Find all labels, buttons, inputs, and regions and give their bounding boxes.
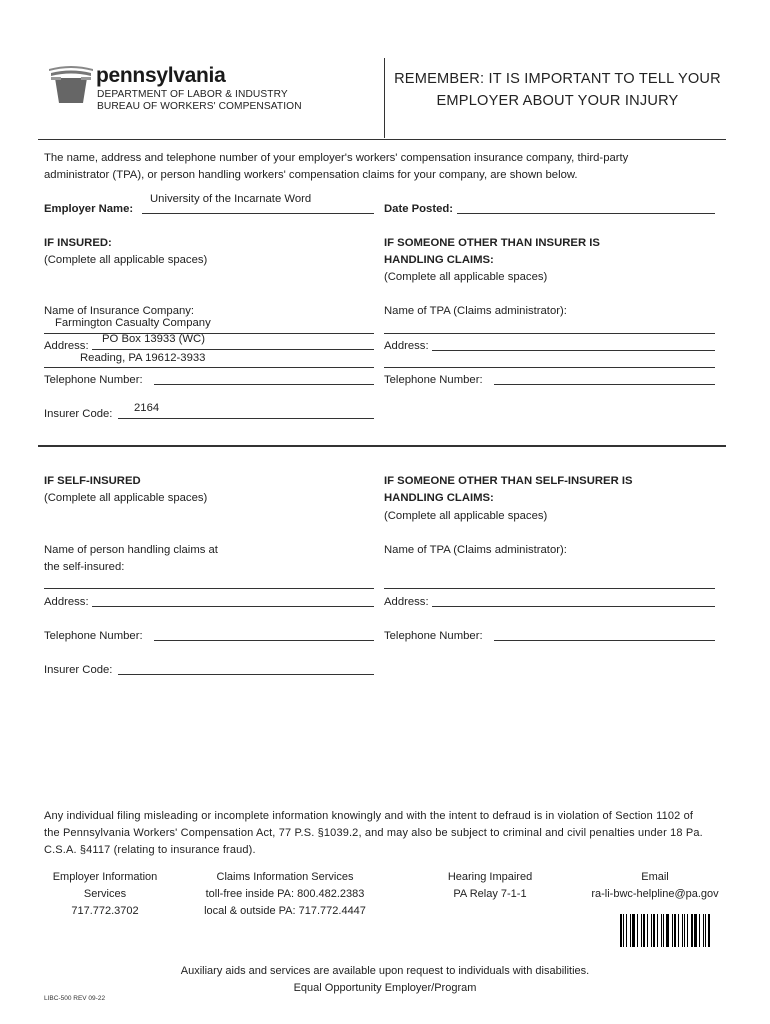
other-insurer-title-line-2: HANDLING CLAIMS: — [384, 254, 494, 266]
email-label: Email — [641, 871, 669, 883]
insured-address-line-2-rule — [44, 367, 374, 368]
other-insurer-title-line-1: IF SOMEONE OTHER THAN INSURER IS — [384, 237, 600, 249]
other-self-insurer-tpa-label: Name of TPA (Claims administrator): — [384, 544, 567, 556]
barcode-bar — [623, 914, 624, 947]
barcode-bar — [705, 914, 706, 947]
insured-title: IF INSURED: — [44, 237, 112, 249]
barcode-bar — [651, 914, 652, 947]
insurance-company-value[interactable]: Farmington Casualty Company — [55, 317, 211, 329]
employer-name-line — [142, 213, 374, 214]
insurance-company-line — [44, 333, 374, 334]
barcode-bar — [699, 914, 700, 947]
barcode-bar — [637, 914, 638, 947]
other-insurer-address-line — [432, 350, 715, 351]
barcode-bar — [641, 914, 642, 947]
barcode-bar — [626, 914, 627, 947]
barcode-bar — [647, 914, 648, 947]
logo-wordmark: pennsylvania — [96, 64, 226, 87]
fraud-notice — [44, 808, 734, 859]
fraud-notice-line-2: the Pennsylvania Workers' Compensation Act, 77 P.S. §1039.2, and may also be subject to criminal and civil penalties under 18 Pa. — [44, 827, 703, 839]
other-self-insurer-address-line — [432, 606, 715, 607]
other-self-insurer-subtitle: (Complete all applicable spaces) — [384, 510, 548, 522]
section-divider — [38, 445, 726, 447]
claims-info-contact — [190, 869, 380, 920]
barcode-bar — [684, 914, 685, 947]
employer-info-phone: 717.772.3702 — [71, 905, 139, 917]
insured-address-line-2[interactable]: Reading, PA 19612-3933 — [80, 352, 206, 364]
self-insured-person-label-2: the self-insured: — [44, 561, 125, 573]
self-insured-person-label — [44, 542, 218, 576]
other-insurer-phone-label: Telephone Number: — [384, 374, 483, 386]
barcode-bar — [657, 914, 658, 947]
hearing-impaired-contact — [425, 869, 555, 903]
barcode-bar — [666, 914, 669, 947]
date-posted-label: Date Posted: — [384, 203, 454, 215]
reminder-heading — [390, 68, 725, 112]
intro-line-2: administrator (TPA), or person handling workers' compensation claims for your company, are shown below. — [44, 169, 578, 181]
self-insured-insurer-code-line — [118, 674, 374, 675]
self-insured-title: IF SELF-INSURED — [44, 475, 141, 487]
claims-info-tollfree: toll-free inside PA: 800.482.2383 — [205, 888, 365, 900]
other-insurer-address-line-2 — [384, 367, 715, 368]
insured-phone-line — [154, 384, 374, 385]
self-insured-address-line — [92, 606, 374, 607]
hearing-impaired-relay: PA Relay 7-1-1 — [453, 888, 527, 900]
barcode-bar — [653, 914, 655, 947]
other-self-insurer-tpa-line — [384, 588, 715, 589]
employer-info-contact — [40, 869, 170, 920]
barcode-bar — [708, 914, 710, 947]
other-insurer-address-label: Address: — [384, 340, 429, 352]
self-insured-phone-line — [154, 640, 374, 641]
other-insurer-phone-line — [494, 384, 715, 385]
employer-name-label: Employer Name: — [44, 203, 134, 215]
auxiliary-notice — [0, 963, 770, 997]
insured-phone-label: Telephone Number: — [44, 374, 143, 386]
insured-subtitle: (Complete all applicable spaces) — [44, 254, 208, 266]
barcode-bar — [620, 914, 622, 947]
self-insured-address-label: Address: — [44, 596, 89, 608]
barcode-bar — [691, 914, 693, 947]
self-insured-person-line — [44, 588, 374, 589]
date-posted-line — [457, 213, 715, 214]
insurer-code-value[interactable]: 2164 — [134, 402, 160, 414]
reminder-line-2: EMPLOYER ABOUT YOUR INJURY — [436, 93, 679, 109]
barcode-bar — [682, 914, 683, 947]
insured-address-line-1[interactable]: PO Box 13933 (WC) — [102, 333, 205, 345]
auxiliary-line-1: Auxiliary aids and services are available upon request to individuals with disabilities. — [180, 965, 590, 977]
other-insurer-tpa-line — [384, 333, 715, 334]
insurance-company-label: Name of Insurance Company: — [44, 305, 195, 317]
insured-address-label: Address: — [44, 340, 89, 352]
claims-info-local: local & outside PA: 717.772.4447 — [204, 905, 366, 917]
barcode-bar — [643, 914, 645, 947]
insured-address-line — [92, 349, 374, 350]
barcode-bar — [703, 914, 704, 947]
claims-info-line-1: Claims Information Services — [216, 871, 354, 883]
fraud-notice-line-1: Any individual filing misleading or incomplete information knowingly and with the intent to defraud is in violation of Section 1102 of — [44, 810, 694, 822]
barcode-bar — [632, 914, 635, 947]
hearing-impaired-line-1: Hearing Impaired — [447, 871, 533, 883]
dept-line-2: BUREAU OF WORKERS' COMPENSATION — [97, 101, 302, 112]
insurer-code-line — [118, 418, 374, 419]
keystone-icon — [47, 63, 95, 105]
self-insured-phone-label: Telephone Number: — [44, 630, 143, 642]
barcode-bar — [678, 914, 679, 947]
intro-line-1: The name, address and telephone number of your employer's workers' compensation insurance company, third-party — [44, 152, 629, 164]
other-insurer-subtitle: (Complete all applicable spaces) — [384, 271, 548, 283]
employer-info-line-2: Services — [83, 888, 127, 900]
header-rule — [38, 139, 726, 140]
other-self-insurer-phone-label: Telephone Number: — [384, 630, 483, 642]
email-address[interactable]: ra-li-bwc-helpline@pa.gov — [591, 888, 719, 900]
fraud-notice-line-3: C.S.A. §4117 (relating to insurance fraud). — [44, 844, 256, 856]
reminder-line-1: REMEMBER: IT IS IMPORTANT TO TELL YOUR — [394, 71, 721, 87]
other-insurer-tpa-label: Name of TPA (Claims administrator): — [384, 305, 567, 317]
employer-name-value[interactable]: University of the Incarnate Word — [150, 193, 312, 205]
insurer-code-label: Insurer Code: — [44, 408, 113, 420]
self-insured-person-label-1: Name of person handling claims at — [44, 544, 218, 556]
barcode-bar — [630, 914, 631, 947]
self-insured-subtitle: (Complete all applicable spaces) — [44, 492, 208, 504]
barcode-bar — [687, 914, 688, 947]
employer-info-line-1: Employer Information — [52, 871, 158, 883]
auxiliary-line-2: Equal Opportunity Employer/Program — [293, 982, 477, 994]
other-self-insurer-title-line-2: HANDLING CLAIMS: — [384, 492, 494, 504]
form-barcode — [620, 914, 715, 947]
other-insurer-title — [384, 235, 600, 269]
email-contact — [575, 869, 735, 903]
dept-line-1: DEPARTMENT OF LABOR & INDUSTRY — [97, 89, 288, 100]
barcode-bar — [663, 914, 664, 947]
pa-keystone-logo — [47, 63, 95, 105]
intro-text — [44, 150, 734, 184]
other-self-insurer-address-label: Address: — [384, 596, 429, 608]
barcode-bar — [694, 914, 697, 947]
form-number: LIBC-500 REV 09-22 — [44, 995, 106, 1002]
department-name — [97, 89, 302, 113]
header-divider — [384, 58, 385, 138]
self-insured-insurer-code-label: Insurer Code: — [44, 664, 113, 676]
other-self-insurer-phone-line — [494, 640, 715, 641]
barcode-bar — [672, 914, 673, 947]
barcode-bar — [674, 914, 676, 947]
other-self-insurer-title — [384, 473, 633, 507]
barcode-bar — [661, 914, 662, 947]
other-self-insurer-title-line-1: IF SOMEONE OTHER THAN SELF-INSURER IS — [384, 475, 633, 487]
